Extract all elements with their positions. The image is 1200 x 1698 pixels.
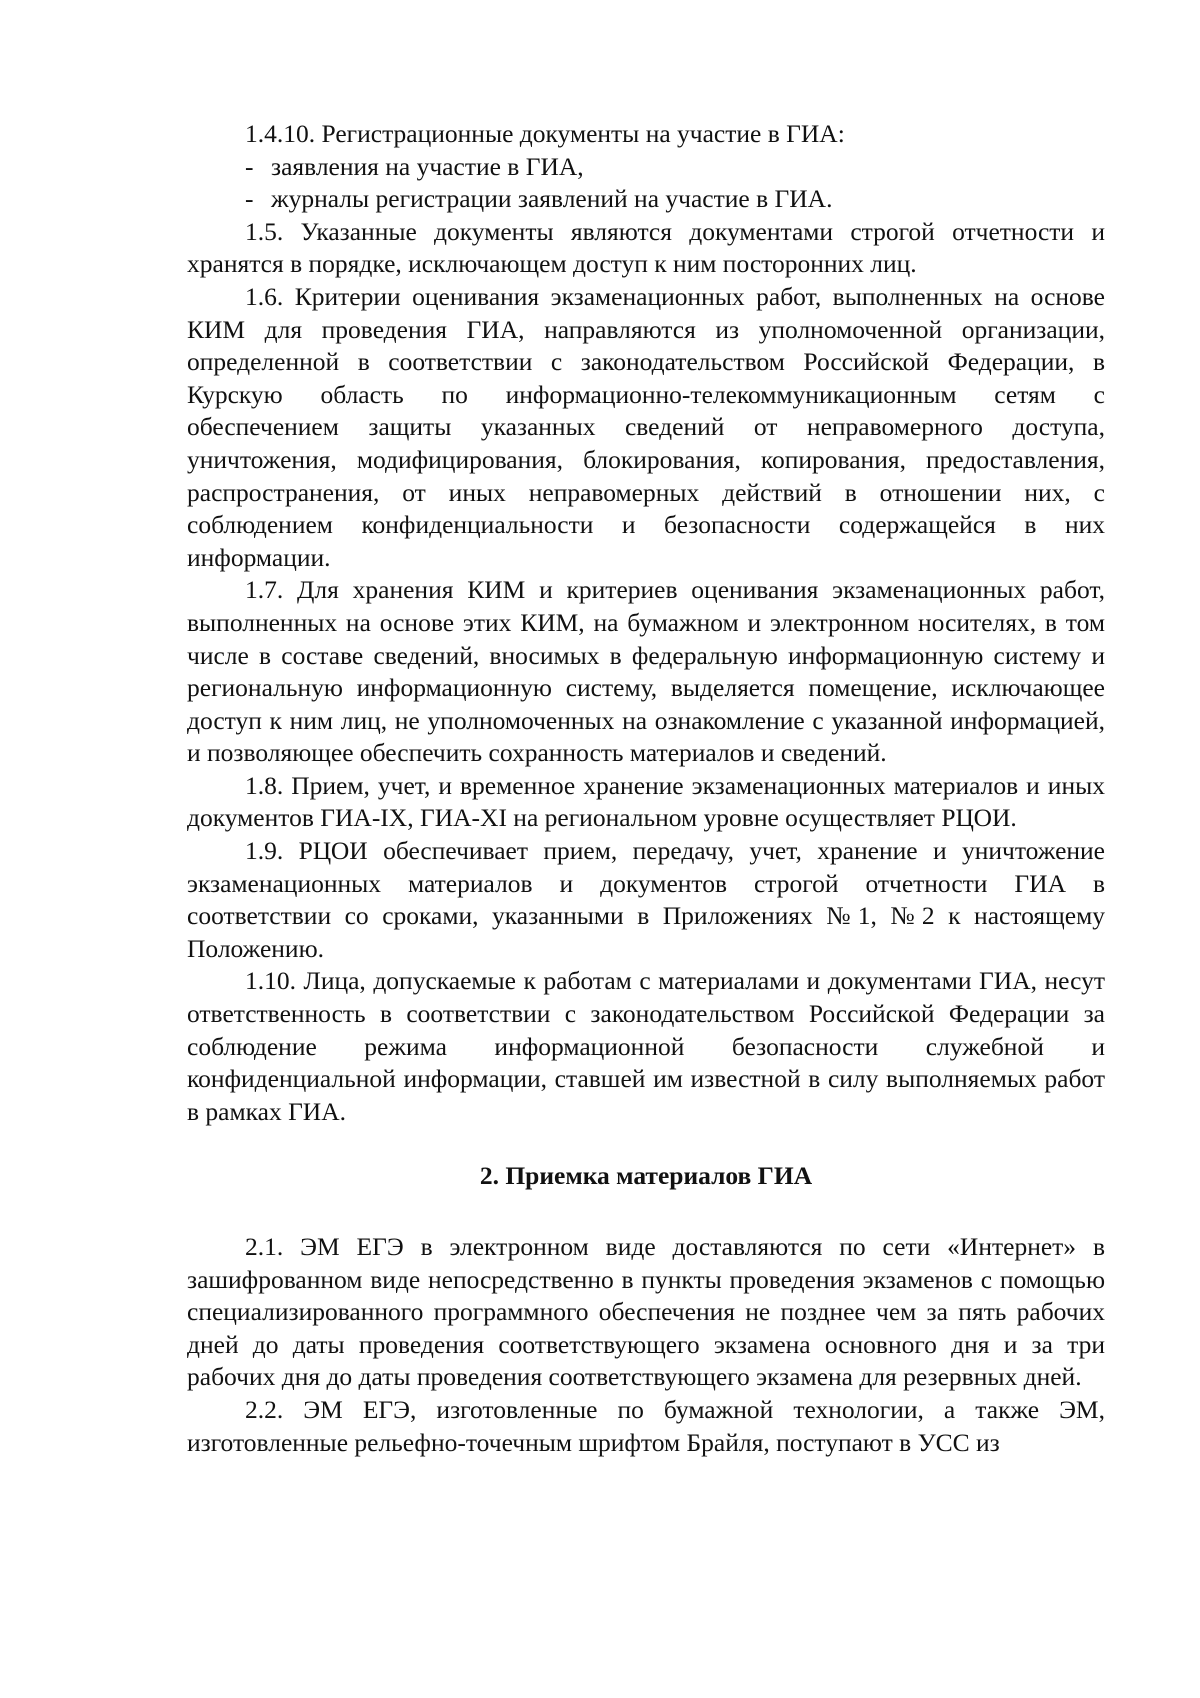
section-2-heading: 2. Приемка материалов ГИА: [479, 1161, 813, 1191]
paragraph-1-4-10: 1.4.10. Регистрационные документы на участие в ГИА:: [245, 119, 845, 148]
dash-marker: -: [245, 184, 254, 214]
paragraph-1-10: 1.10. Лица, допускаемые к работам с материалами и документами ГИА, несут ответственность в соответствии с законодательством Российской Федерации за соблюдение режима информационной безопасности служебной и конфиденциальной информации, ставшей им известной в силу выполняемых работ в рамках ГИА.: [187, 966, 1105, 1126]
dash-marker: -: [245, 151, 254, 181]
paragraph-2-1: 2.1. ЭМ ЕГЭ в электронном виде доставляются по сети «Интернет» в зашифрованном виде непосредственно в пункты проведения экзаменов с помощью специализированного программного обеспечения не позднее чем за пять рабочих дней до даты проведения соответствующего экзамена основного дня и за три рабочих дня до даты проведения соответствующего экзамена для резервных дней.: [187, 1232, 1105, 1392]
paragraph-1-5: 1.5. Указанные документы являются документами строгой отчетности и хранятся в порядке, исключающем доступ к ним посторонних лиц.: [187, 216, 1105, 279]
list-item: [187, 183, 1105, 216]
list-item-text: журналы регистрации заявлений на участие в ГИА.: [271, 184, 833, 214]
list-item: [187, 151, 1105, 184]
paragraph-1-8: 1.8. Прием, учет, и временное хранение экзаменационных материалов и иных документов ГИА-IX, ГИА-XI на региональном уровне осуществляет РЦОИ.: [187, 770, 1105, 833]
document-page: [187, 118, 1105, 1459]
paragraph-1-9: 1.9. РЦОИ обеспечивает прием, передачу, учет, хранение и уничтожение экзаменационных материалов и документов строгой отчетности ГИА в соответствии со сроками, указанными в Приложениях №1, №2 к настоящему Положению.: [187, 836, 1105, 963]
paragraph-1-7: 1.7. Для хранения КИМ и критериев оценивания экзаменационных работ, выполненных на основе этих КИМ, на бумажном и электронном носителях, в том числе в составе сведений, вносимых в федеральную информационную систему и региональную информационную систему, выделяется помещение, исключающее доступ к ним лиц, не уполномоченных на ознакомление с указанной информацией, и позволяющее обеспечить сохранность материалов и сведений.: [187, 575, 1105, 768]
paragraph-2-2: 2.2. ЭМ ЕГЭ, изготовленные по бумажной технологии, а также ЭМ, изготовленные рельефно-точечным шрифтом Брайля, поступают в УСС из: [187, 1394, 1105, 1457]
paragraph-1-6: 1.6. Критерии оценивания экзаменационных работ, выполненных на основе КИМ для проведения ГИА, направляются из уполномоченной организации, определенной в соответствии с законодательством Российской Федерации, в Курскую область по информационно-телекоммуникационным сетям с обеспечением защиты указанных сведений от неправомерного доступа, уничтожения, модифицирования, блокирования, копирования, предоставления, распространения, от иных неправомерных действий в отношении них, с соблюдением конфиденциальности и безопасности содержащейся в них информации.: [187, 281, 1105, 572]
list-item-text: заявления на участие в ГИА,: [271, 151, 584, 181]
